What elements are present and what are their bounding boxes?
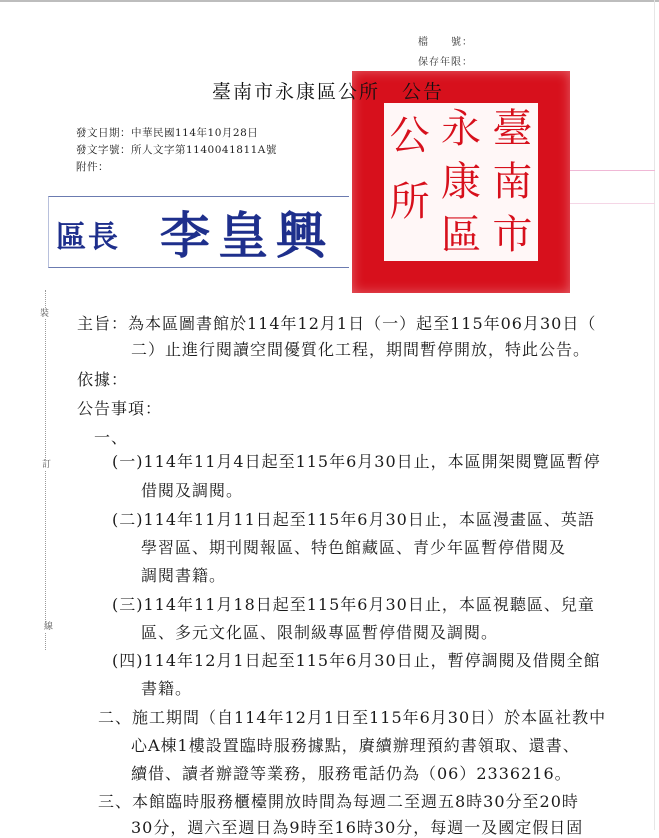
official-seal — [352, 71, 570, 293]
seal-char: 康 — [440, 158, 481, 205]
subject-line-2: 二）止進行閱讀空間優質化工程，期間暫停開放，特此公告。 — [131, 340, 591, 359]
item-1-sub-1-line-2: 借閱及調閱。 — [141, 481, 244, 500]
item-3-line-1: 三、本館臨時服務櫃檯開放時間為每週二至週五8時30分至20時 — [98, 792, 579, 811]
announcement-items-heading: 公告事項： — [77, 399, 163, 418]
retention-period-label: 保存年限： — [418, 57, 473, 68]
document-type: 公告 — [402, 81, 445, 103]
seal-char: 南 — [492, 158, 533, 205]
signature-name: 李皇興 — [160, 206, 334, 265]
basis-label: 依據： — [77, 370, 129, 389]
item-1-sub-2-line-2: 學習區、期刊閱報區、特色館藏區、青少年區暫停借閱及 — [141, 538, 567, 557]
attachment-label: 附件： — [76, 161, 109, 173]
item-3-line-2: 30分，週六至週日為9時至16時30分，每週一及國定假日固 — [131, 818, 584, 837]
agency-name: 臺南市永康區公所 — [212, 81, 381, 103]
item-1-sub-4-line-1: (四)114年12月1日起至115年6月30日止，暫停調閱及借閱全館 — [112, 651, 601, 670]
seal-column-3 — [390, 103, 430, 261]
item-2-line-3: 續借、讀者辦證等業務，服務電話仍為（06）2336216。 — [131, 764, 572, 783]
page-right-border — [654, 0, 655, 830]
item-1-sub-2-line-3: 調閱書籍。 — [141, 566, 227, 585]
page-top-border — [0, 0, 659, 2]
signature-title: 區長 — [56, 220, 120, 255]
seal-char: 所 — [389, 179, 430, 225]
item-2-line-2: 心A棟1樓設置臨時服務據點，賡續辦理預約書領取、還書、 — [131, 736, 580, 755]
subject-line-1: 主旨：為本區圖書館於114年12月1日（一）起至115年06月30日（ — [77, 314, 597, 333]
item-2-line-1: 二、施工期間（自114年12月1日至115年6月30日）於本區社教中 — [98, 708, 607, 727]
item-1-sub-4-line-2: 書籍。 — [141, 679, 193, 698]
binding-mark-xian: 線 — [44, 622, 54, 632]
issue-date: 發文日期：中華民國114年10月28日 — [76, 127, 259, 139]
item-1-sub-1-line-1: (一)114年11月4日起至115年6月30日止，本區開架閱覽區暫停 — [112, 452, 601, 471]
item-1-sub-2-line-1: (二)114年11月11日起至115年6月30日止，本區漫畫區、英語 — [112, 510, 595, 529]
file-number-label: 檔 號： — [418, 37, 473, 48]
seal-char: 市 — [492, 211, 533, 258]
seal-char: 公 — [389, 113, 430, 159]
issue-number: 發文字號：所人文字第1140041811A號 — [76, 144, 277, 156]
binding-dotted-line — [45, 290, 46, 650]
item-1-marker: 一、 — [94, 428, 129, 447]
binding-mark-zhuang: 裝 — [40, 309, 50, 319]
seal-char: 臺 — [492, 106, 533, 153]
item-1-sub-3-line-2: 區、多元文化區、限制級專區暫停借閱及調閱。 — [141, 623, 499, 642]
item-1-sub-3-line-1: (三)114年11月18日起至115年6月30日止，本區視聽區、兒童 — [112, 595, 595, 614]
seal-char: 區 — [440, 211, 481, 258]
seal-column-2 — [441, 103, 481, 261]
document-title — [212, 77, 444, 104]
binding-mark-ding: 訂 — [42, 460, 52, 470]
seal-char: 永 — [440, 106, 481, 153]
seal-column-1 — [492, 103, 532, 261]
faint-stamp-lines — [570, 170, 655, 204]
seal-inner-field — [384, 103, 538, 261]
